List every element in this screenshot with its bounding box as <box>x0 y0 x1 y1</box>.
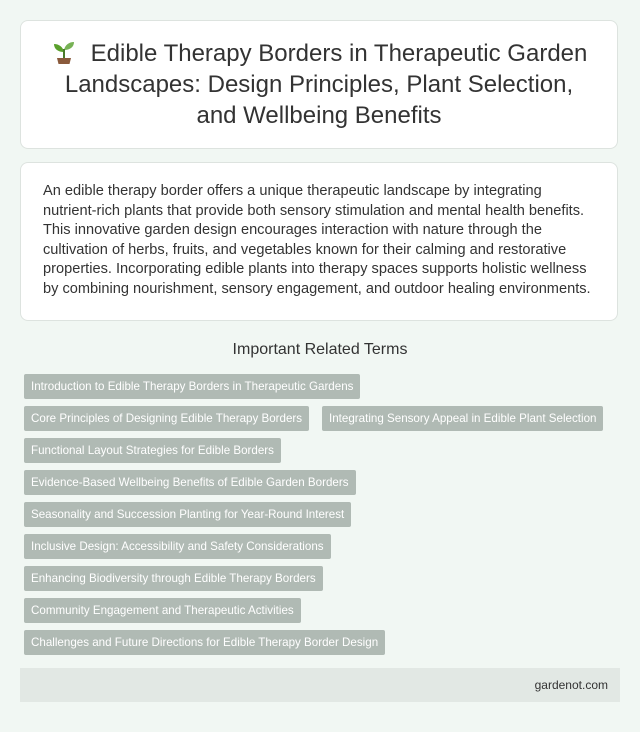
page-title <box>43 38 595 131</box>
seedling-icon <box>51 38 77 64</box>
related-term-tag[interactable]: Evidence-Based Wellbeing Benefits of Edible Garden Borders <box>24 470 356 495</box>
related-term-tag[interactable]: Challenges and Future Directions for Edible Therapy Border Design <box>24 630 385 655</box>
related-term-tag[interactable]: Introduction to Edible Therapy Borders in Therapeutic Gardens <box>24 374 360 399</box>
related-term-tag[interactable]: Community Engagement and Therapeutic Activities <box>24 598 301 623</box>
related-term-tag[interactable]: Inclusive Design: Accessibility and Safety Considerations <box>24 534 331 559</box>
related-term-tag[interactable]: Core Principles of Designing Edible Therapy Borders <box>24 406 309 431</box>
related-term-tag[interactable]: Enhancing Biodiversity through Edible Therapy Borders <box>24 566 323 591</box>
page-title-text: Edible Therapy Borders in Therapeutic Garden Landscapes: Design Principles, Plant Selection, and Wellbeing Benefits <box>64 40 588 129</box>
related-term-tag[interactable]: Integrating Sensory Appeal in Edible Plant Selection <box>322 406 603 431</box>
related-term-tag[interactable]: Functional Layout Strategies for Edible Borders <box>24 438 281 463</box>
related-terms-heading: Important Related Terms <box>232 341 408 358</box>
intro-card <box>20 162 618 321</box>
footer-site-name: gardenot.com <box>534 678 608 692</box>
related-term-tag[interactable]: Seasonality and Succession Planting for Year-Round Interest <box>24 502 351 527</box>
title-card <box>20 20 618 149</box>
footer <box>20 668 620 702</box>
intro-paragraph: An edible therapy border offers a unique therapeutic landscape by integrating nutrient-rich plants that provide both sensory stimulation and mental health benefits. This innovative garden design encourages interaction with nature through the cultivation of herbs, fruits, and vegetables known for their calming and restorative properties. Incorporating edible plants into therapy spaces supports holistic wellness by combining nourishment, sensory engagement, and outdoor healing environments. <box>43 183 591 297</box>
